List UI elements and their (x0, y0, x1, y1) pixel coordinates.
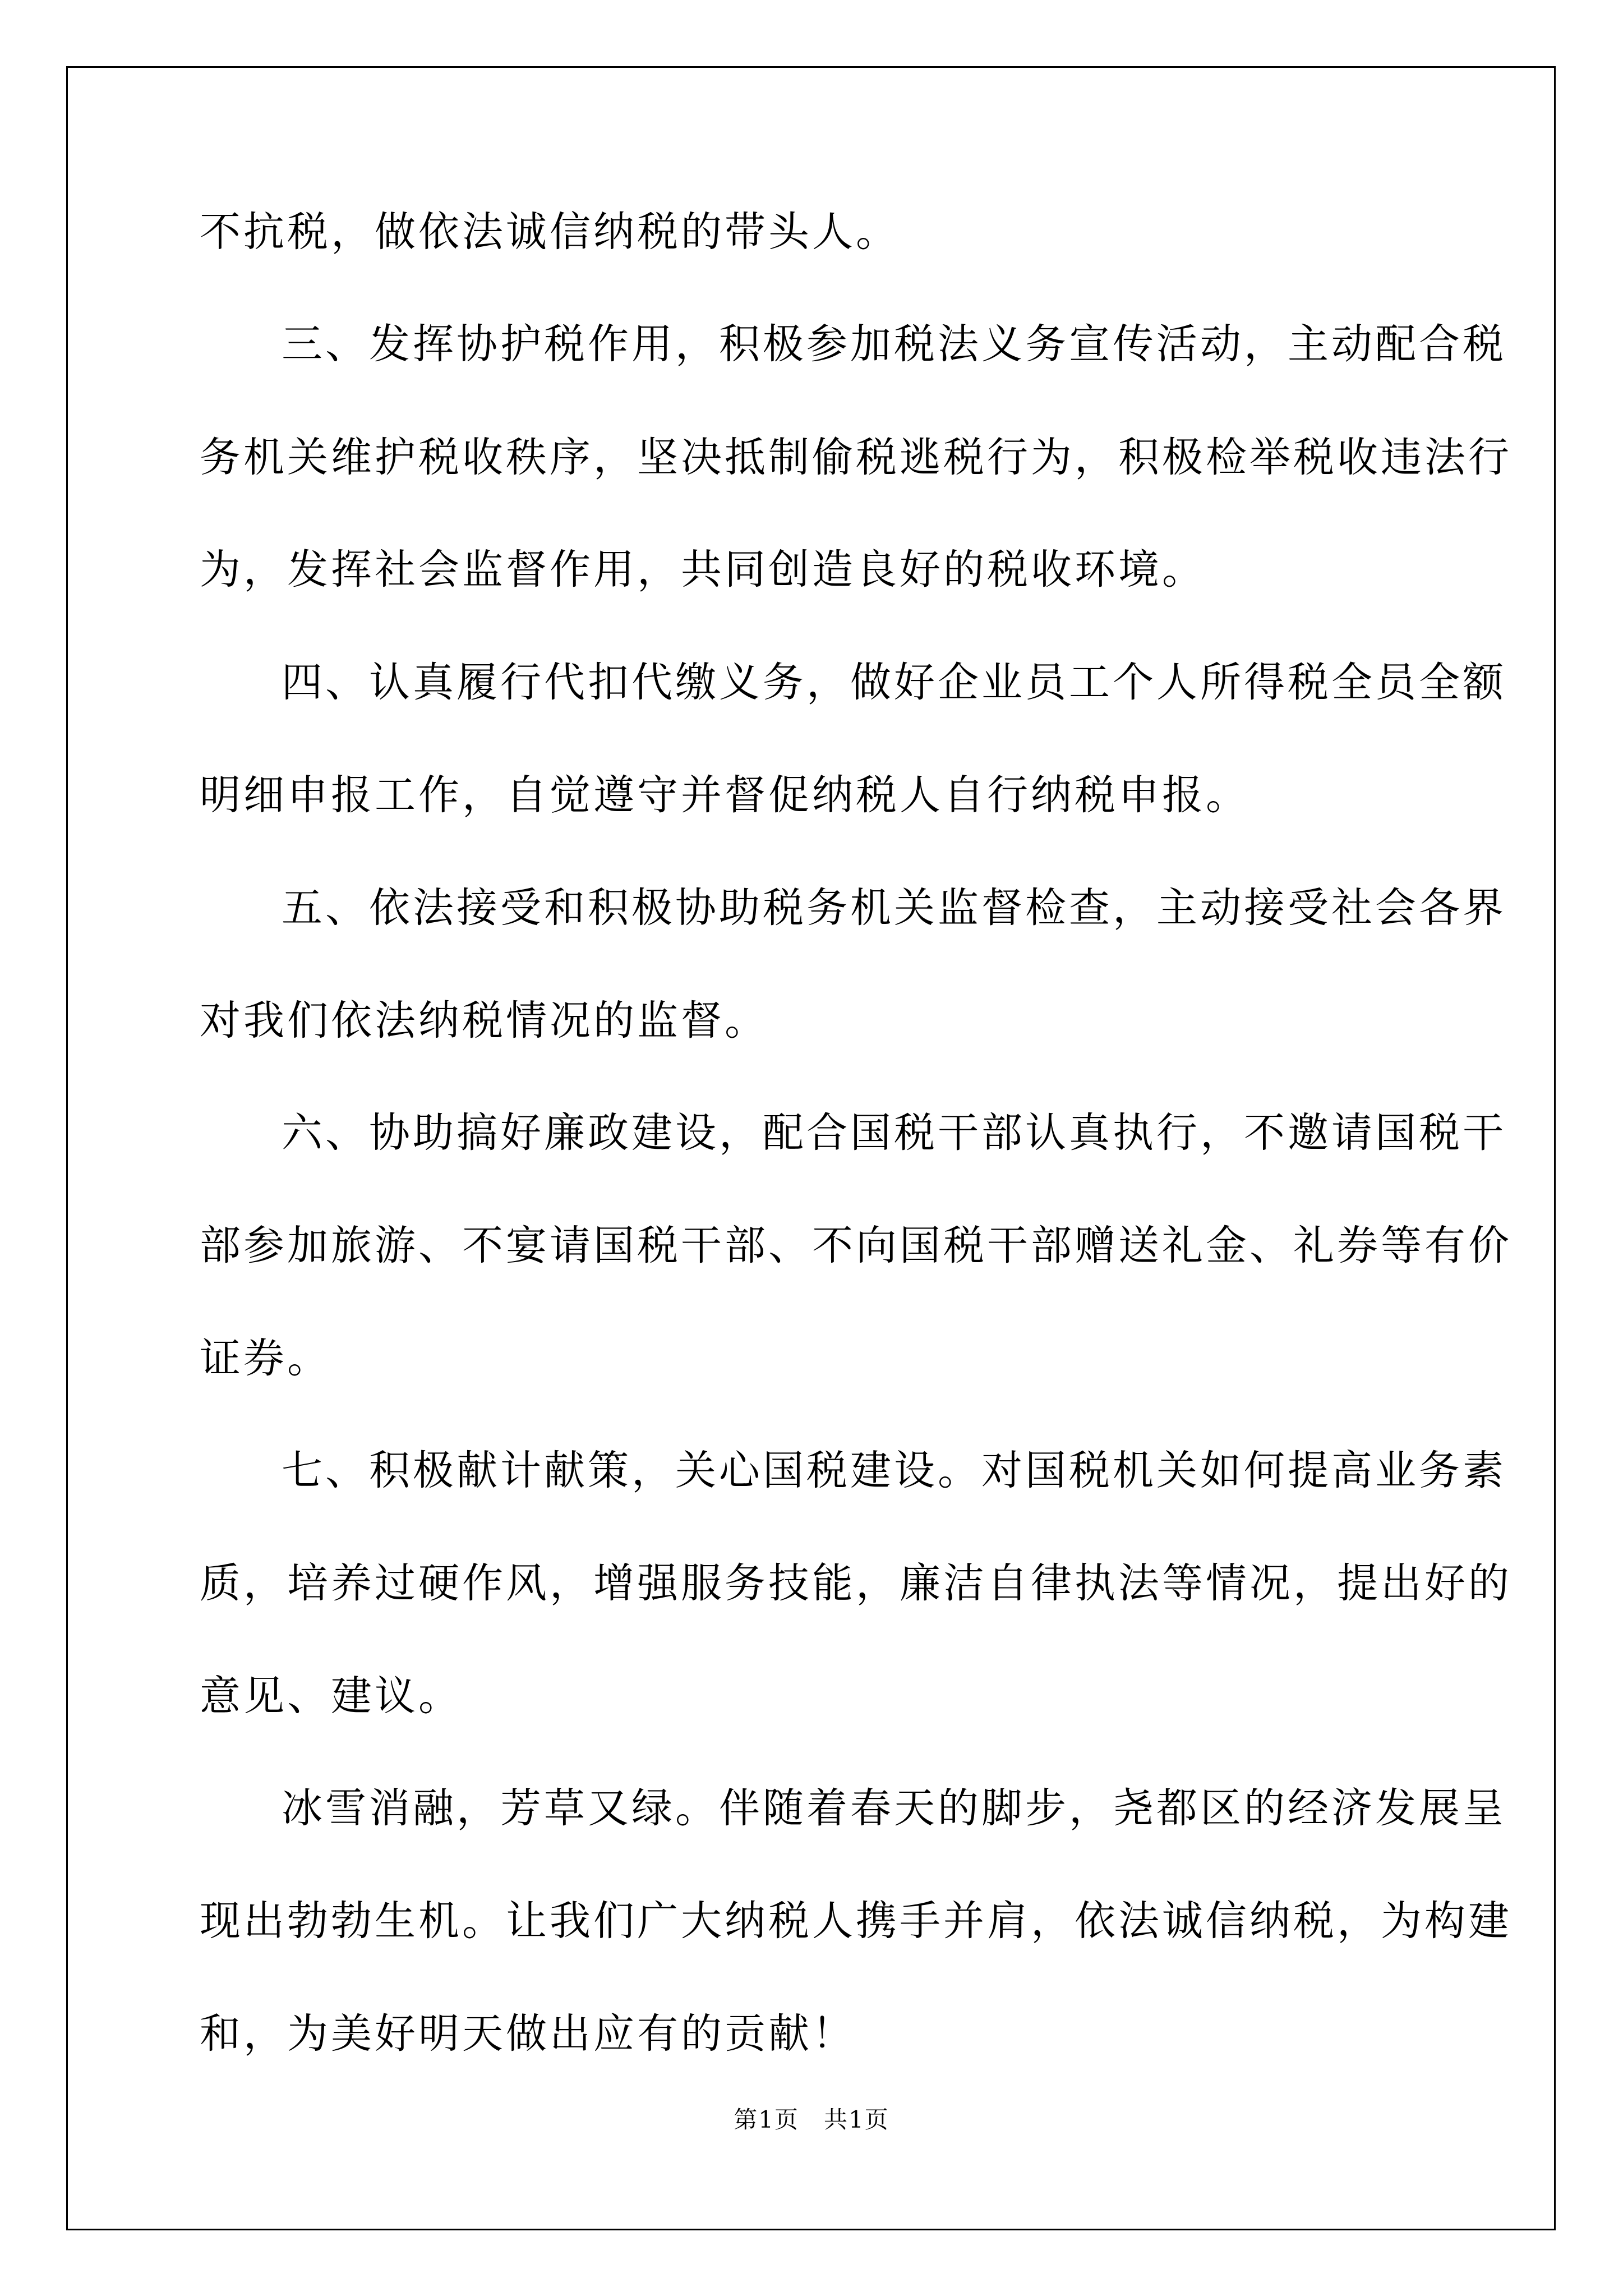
paragraph-5-line-1: 五、依法接受和积极协助税务机关监督检查，主动接受社会各界 (282, 884, 1506, 932)
closing-paragraph-line-1: 冰雪消融，芳草又绿。伴随着春天的脚步，尧都区的经济发展呈 (282, 1784, 1506, 1832)
text-line: 证券。 (200, 1335, 331, 1382)
page-number-footer: 第1页 共1页 (734, 2106, 889, 2133)
text-line: 和，为美好明天做出应有的贡献！ (200, 2010, 856, 2058)
paragraph-6-line-1: 六、协助搞好廉政建设，配合国税干部认真执行，不邀请国税干 (282, 1109, 1506, 1157)
text-line: 意见、建议。 (200, 1672, 462, 1720)
text-line: 不抗税，做依法诚信纳税的带头人。 (200, 208, 900, 256)
paragraph-3-line-1: 三、发挥协护税作用，积极参加税法义务宣传活动，主动配合税 (282, 320, 1506, 368)
text-line: 为，发挥社会监督作用，共同创造良好的税收环境。 (200, 546, 1206, 593)
paragraph-7-line-1: 七、积极献计献策，关心国税建设。对国税机关如何提高业务素 (282, 1447, 1506, 1494)
paragraph-4-line-1: 四、认真履行代扣代缴义务，做好企业员工个人所得税全员全额 (282, 659, 1506, 706)
text-line: 质，培养过硬作风，增强服务技能，廉洁自律执法等情况，提出好的 (200, 1559, 1512, 1607)
text-line: 务机关维护税收秩序，坚决抵制偷税逃税行为，积极检举税收违法行 (200, 434, 1512, 481)
text-line: 明细申报工作，自觉遵守并督促纳税人自行纳税申报。 (200, 771, 1249, 819)
text-line: 部参加旅游、不宴请国税干部、不向国税干部赠送礼金、礼券等有价 (200, 1222, 1512, 1269)
text-line: 对我们依法纳税情况的监督。 (200, 997, 768, 1045)
text-line: 现出勃勃生机。让我们广大纳税人携手并肩，依法诚信纳税，为构建 (200, 1897, 1512, 1945)
